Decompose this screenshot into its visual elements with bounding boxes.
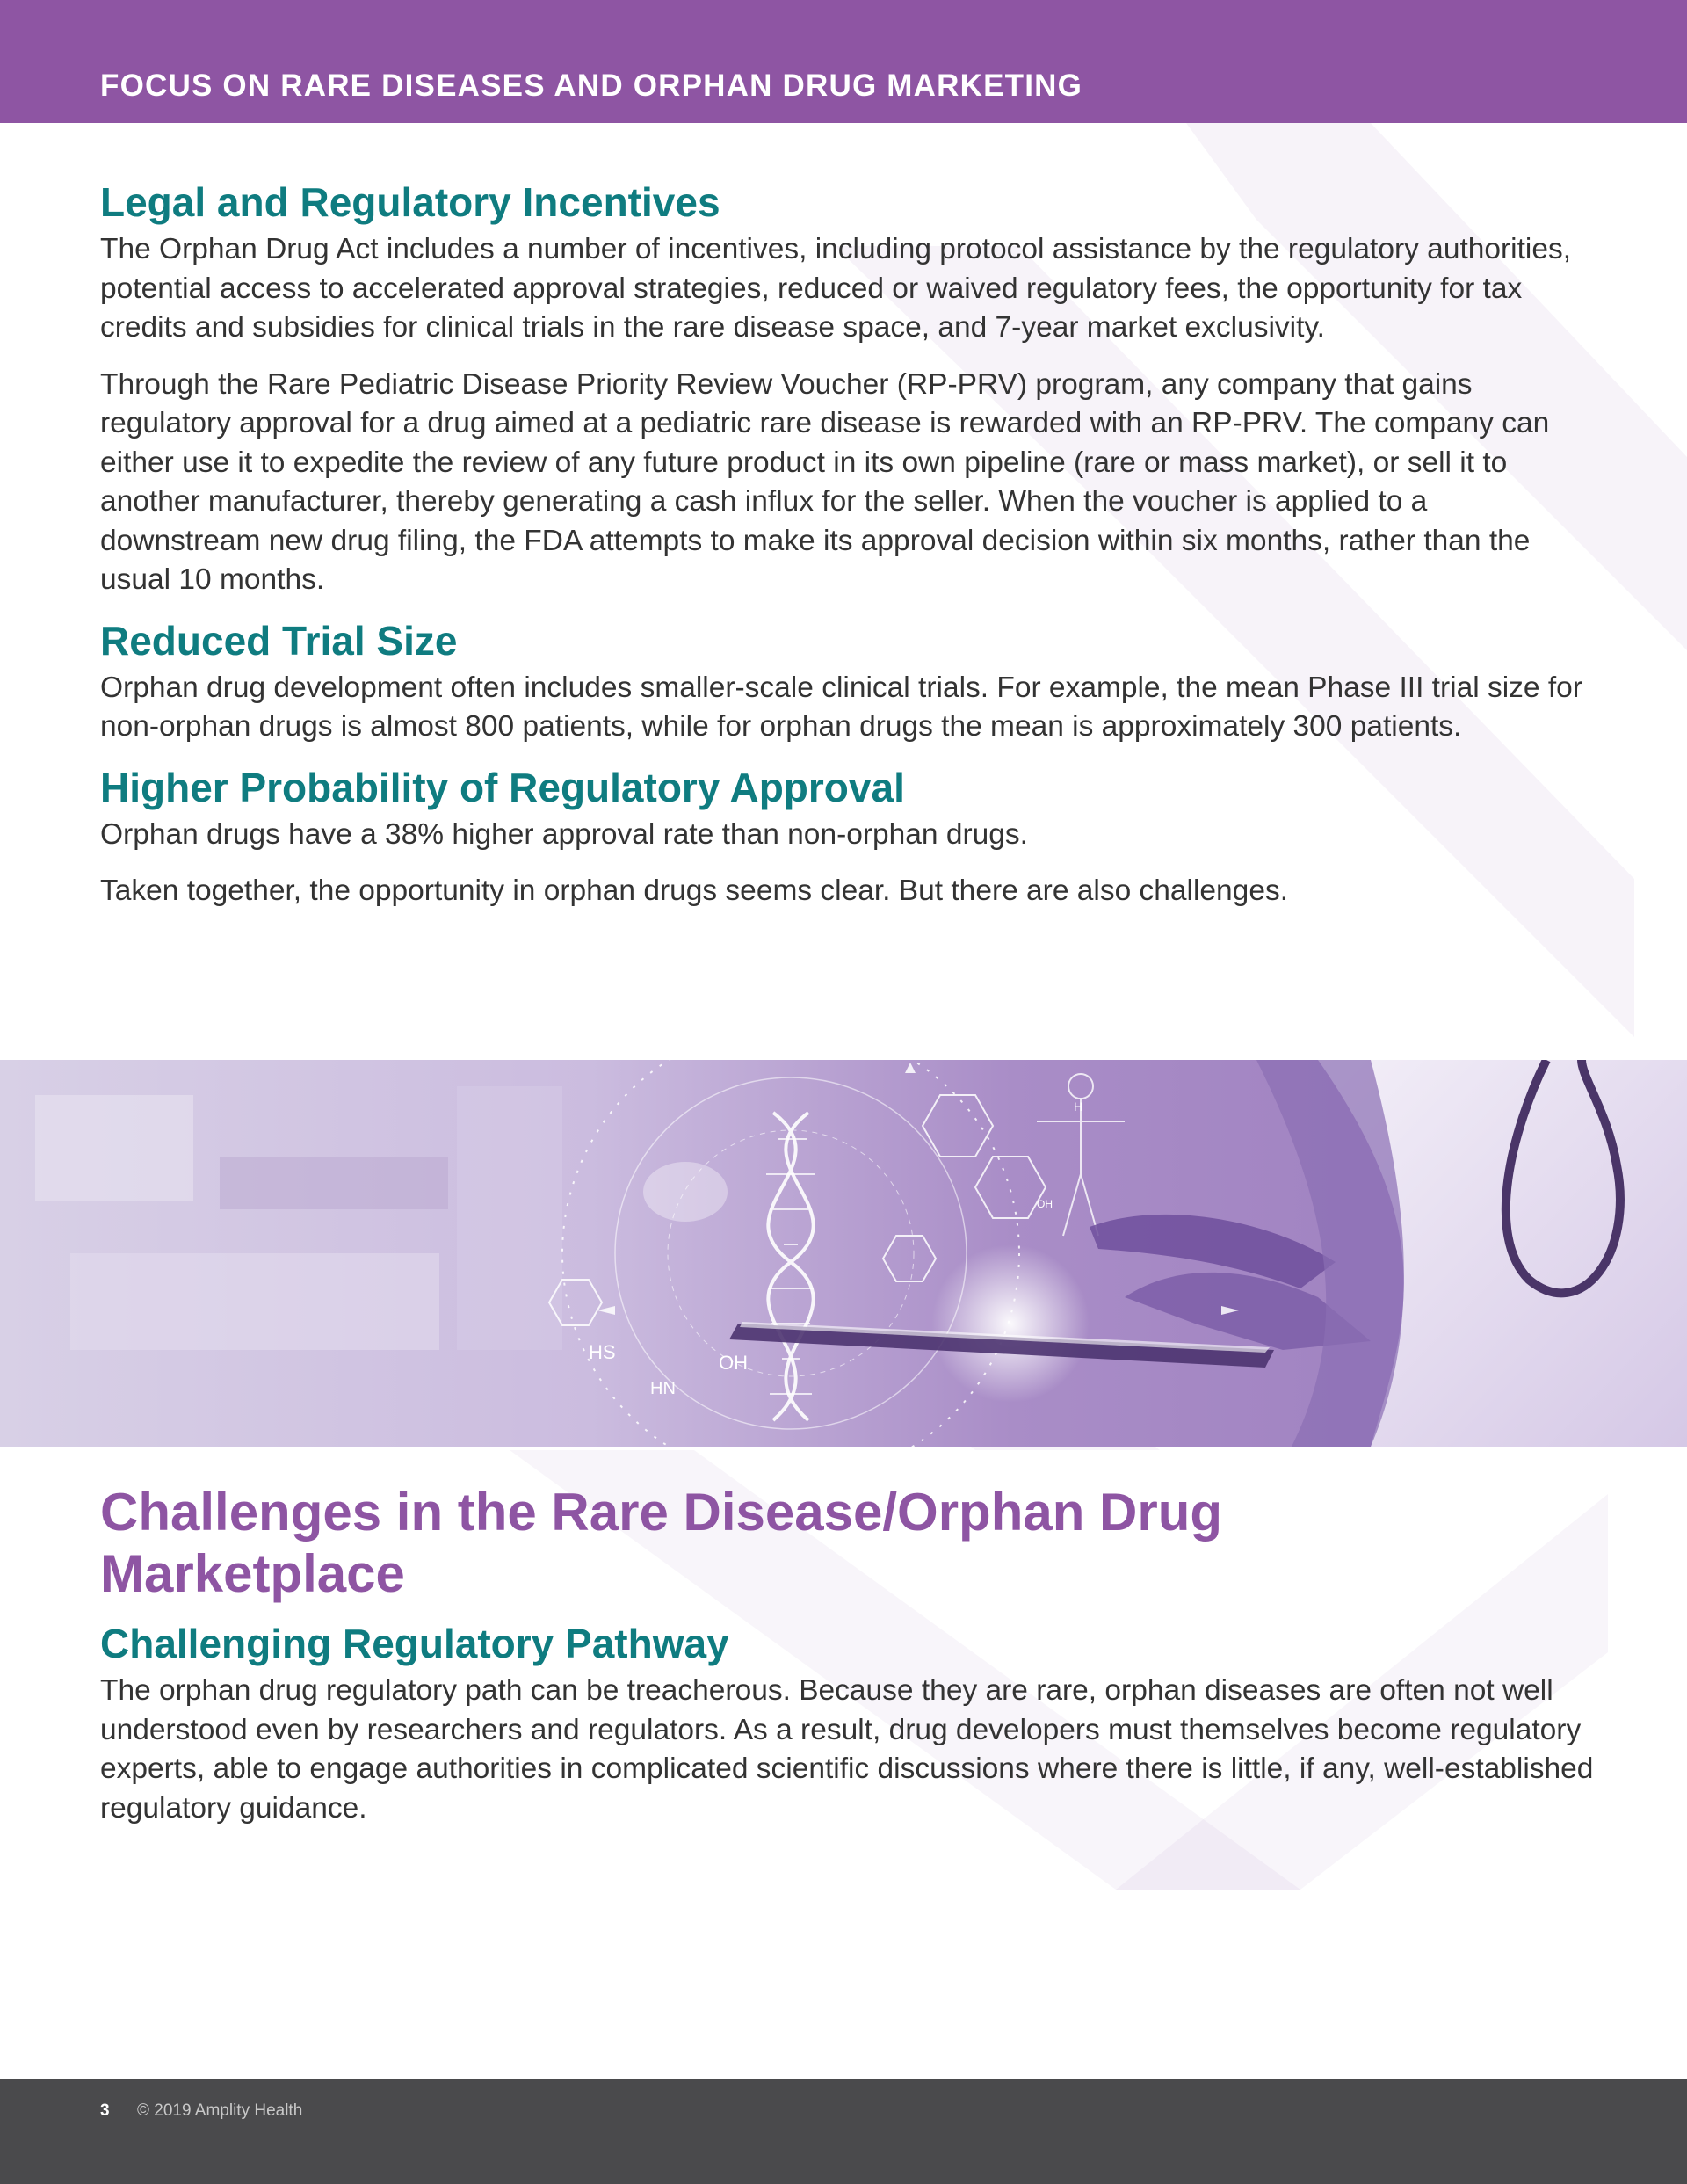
heading-challenging-regulatory-pathway: Challenging Regulatory Pathway <box>100 1621 729 1666</box>
chem-label-oh: OH <box>719 1352 748 1374</box>
footer-band <box>0 2079 1687 2184</box>
paragraph-approval-rate: Orphan drugs have a 38% higher approval rate than non-orphan drugs. <box>100 817 1028 851</box>
main-content-bottom <box>100 1482 1594 1846</box>
chem-label-h: H <box>1074 1099 1083 1114</box>
footer-copyright: © 2019 Amplity Health <box>137 2101 303 2120</box>
main-content-top <box>100 179 1594 929</box>
paragraph-regulatory-path: The orphan drug regulatory path can be treacherous. Because they are rare, orphan diseases are often not well understood even by researchers and regulators. As a result, drug developers must themselves become regulatory experts, able to engage authorities in complicated scientific discussions where there is little, if any, well-established regulatory guidance. <box>100 1674 1594 1825</box>
footer-page-number: 3 <box>100 2101 110 2120</box>
heading-reduced-trial-size: Reduced Trial Size <box>100 617 458 664</box>
chem-label-hn: HN <box>650 1379 676 1398</box>
heading-challenges-marketplace: Challenges in the Rare Disease/Orphan Drug Marketplace <box>100 1483 1223 1603</box>
chem-label-hs: HS <box>589 1341 616 1363</box>
heading-higher-probability-approval: Higher Probability of Regulatory Approval <box>100 764 905 810</box>
paragraph-taken-together: Taken together, the opportunity in orphan drugs seems clear. But there are also challenges. <box>100 874 1289 907</box>
header-band <box>0 0 1687 123</box>
paragraph-rp-prv-program: Through the Rare Pediatric Disease Priority Review Voucher (RP-PRV) program, any company that gains regulatory approval for a drug aimed at a pediatric rare disease is rewarded with an RP-PRV. The company can either use it to expedite the review of any future product in its own pipeline (rare or mass market), or sell it to another manufacturer, thereby generating a cash influx for the seller. When the voucher is applied to a downstream new drug filing, the FDA attempts to make its approval decision within six months, rather than the usual 10 months. <box>100 367 1550 596</box>
chem-label-oh-small: OH <box>1037 1198 1053 1210</box>
medical-photo-banner <box>0 1060 1687 1447</box>
heading-legal-regulatory-incentives: Legal and Regulatory Incentives <box>100 179 720 225</box>
header-title: FOCUS ON RARE DISEASES AND ORPHAN DRUG MARKETING <box>100 69 1083 103</box>
medical-illustration <box>0 1060 1687 1447</box>
paragraph-trial-size: Orphan drug development often includes smaller-scale clinical trials. For example, the mean Phase III trial size for non-orphan drugs is almost 800 patients, while for orphan drugs the mean is approximately 300 patients. <box>100 671 1582 743</box>
paragraph-orphan-drug-act: The Orphan Drug Act includes a number of incentives, including protocol assistance by the regulatory authorities, potential access to accelerated approval strategies, reduced or waived regulatory fees, the opportunity for tax credits and subsidies for clinical trials in the rare disease space, and 7-year market exclusivity. <box>100 233 1572 344</box>
